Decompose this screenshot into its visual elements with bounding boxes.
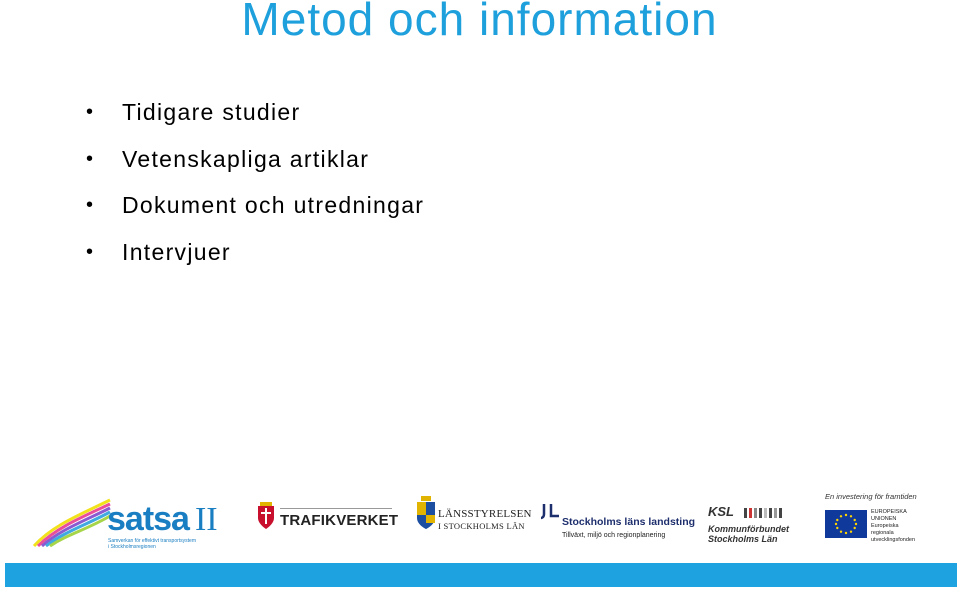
trafikverket-logo xyxy=(256,496,399,540)
satsa-swoosh-icon xyxy=(32,496,112,548)
eu-logo xyxy=(825,490,935,546)
bullet-item xyxy=(86,145,424,192)
bullet-text: Intervjuer xyxy=(122,238,231,265)
satsa-tagline: Samverkan för effektivt transportsystem i Stockholmsregionen xyxy=(108,538,196,550)
bullet-dot-icon: • xyxy=(86,240,95,263)
lansstyrelsen-logo xyxy=(416,492,532,540)
trafikverket-rule xyxy=(280,508,392,509)
slide-title: Metod och information xyxy=(241,0,718,45)
trafikverket-wordmark: TRAFIKVERKET xyxy=(280,512,399,529)
bullet-item xyxy=(86,98,424,145)
eu-tagline: En investering för framtiden xyxy=(825,492,917,501)
eu-flag-icon xyxy=(825,510,867,538)
trafikverket-crest-icon xyxy=(256,502,276,530)
partner-logos xyxy=(0,488,959,548)
ksl-line-1: Kommunförbundet xyxy=(708,524,789,534)
ksl-stripes-icon xyxy=(744,508,784,518)
landsting-logo xyxy=(540,496,696,540)
lansstyrelsen-region: I STOCKHOLMS LÄN xyxy=(438,521,525,531)
ksl-abbr: KSL xyxy=(708,504,734,519)
ksl-logo xyxy=(708,494,798,542)
bullet-text: Tidigare studier xyxy=(122,99,301,125)
bullet-dot-icon: • xyxy=(86,194,95,216)
bullet-item xyxy=(86,191,424,238)
footer-bar xyxy=(5,563,957,587)
landsting-mark-icon xyxy=(540,502,560,522)
ksl-line-2: Stockholms Län xyxy=(708,534,778,544)
lansstyrelsen-name: LÄNSSTYRELSEN xyxy=(438,508,532,520)
bullet-text: Vetenskapliga artiklar xyxy=(122,145,370,172)
bullet-text: Dokument och utredningar xyxy=(122,192,425,218)
landsting-name: Stockholms läns landsting xyxy=(562,516,696,528)
bullet-dot-icon: • xyxy=(86,147,95,170)
bullet-dot-icon: • xyxy=(86,101,95,123)
satsa-wordmark: satsa II xyxy=(107,500,218,538)
bullet-item xyxy=(86,238,424,285)
eu-text: EUROPEISKA UNIONEN Europeiska regionala utvecklingsfonden xyxy=(871,509,916,543)
lansstyrelsen-crest-icon xyxy=(416,496,436,530)
landsting-department: Tillväxt, miljö och regionplanering xyxy=(562,532,666,539)
bullet-list xyxy=(86,98,424,284)
satsa-logo xyxy=(32,496,232,548)
